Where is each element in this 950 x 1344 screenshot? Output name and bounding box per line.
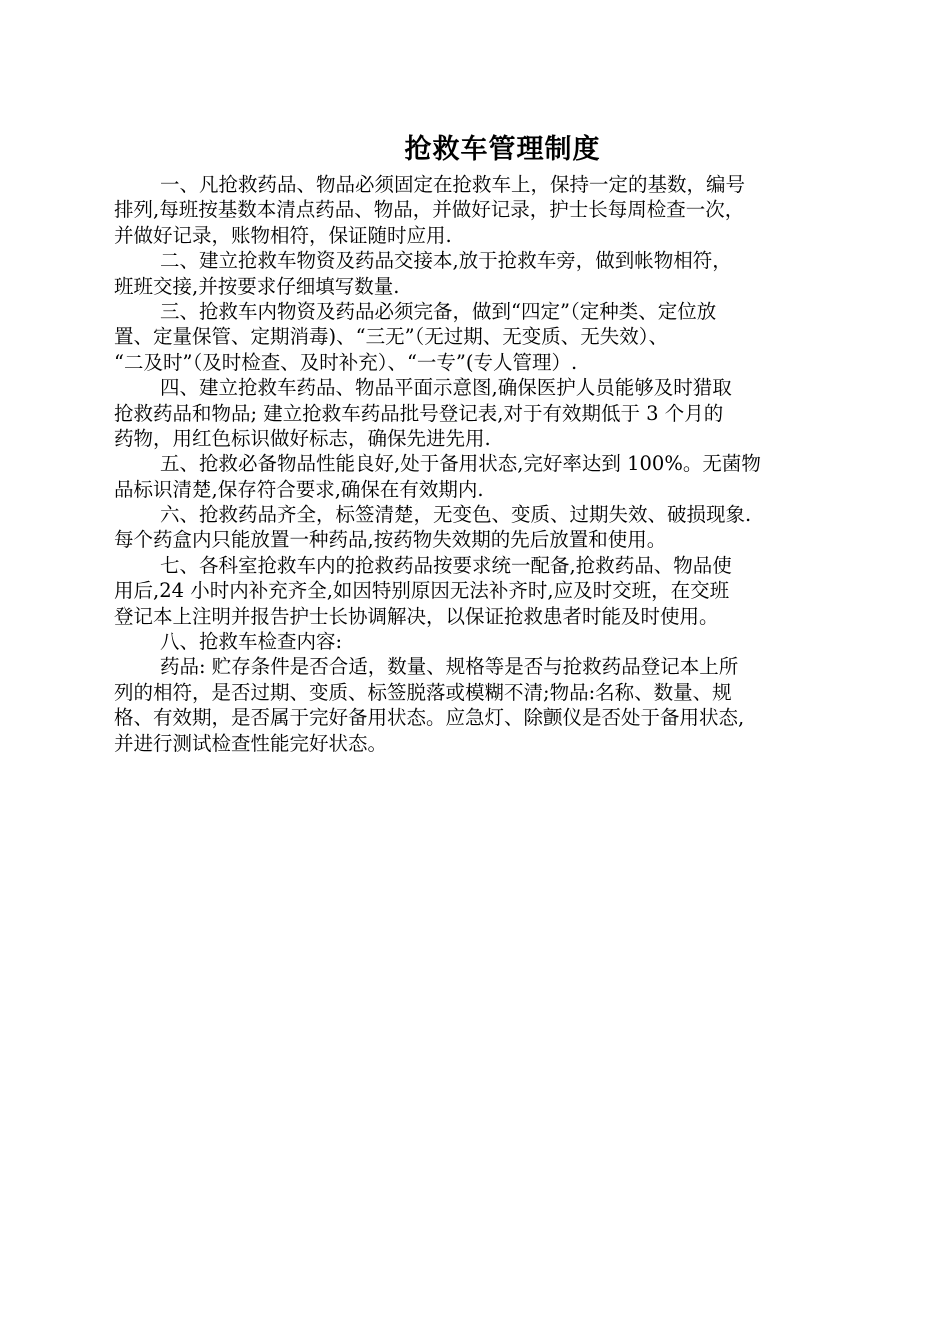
text-line: 列的相符，是否过期、变质、标签脱落或模糊不清;物品:名称、数量、规 xyxy=(114,680,732,704)
text-line: 七、各科室抢救车内的抢救药品按要求统一配备,抢救药品、物品使 xyxy=(160,553,732,577)
text-line: 抢救药品和物品; 建立抢救车药品批号登记表,对于有效期低于 3 个月的 xyxy=(114,401,724,425)
text-line: 八、抢救车检查内容: xyxy=(160,630,343,654)
text-line: 并做好记录，账物相符，保证随时应用. xyxy=(114,223,452,247)
text-line: 置、定量保管、定期消毒)、“三无”（无过期、无变质、无失效）、 xyxy=(114,325,669,349)
text-line: 登记本上注明并报告护士长协调解决，以保证抢救患者时能及时使用。 xyxy=(114,604,719,628)
text-line: “二及时”（及时检查、及时补充）、“一专”(专人管理）. xyxy=(114,350,578,374)
text-line: 三、抢救车内物资及药品必须完备，做到“四定”（定种类、定位放 xyxy=(160,299,717,323)
text-line: 四、建立抢救车药品、物品平面示意图,确保医护人员能够及时猎取 xyxy=(160,376,732,400)
text-line: 药物，用红色标识做好标志，确保先进先用. xyxy=(114,426,491,450)
text-line: 二、建立抢救车物资及药品交接本,放于抢救车旁，做到帐物相符， xyxy=(160,249,732,273)
text-line: 品标识清楚,保存符合要求,确保在有效期内. xyxy=(114,477,484,501)
text-line: 用后,24 小时内补充齐全,如因特别原因无法补齐时,应及时交班，在交班 xyxy=(114,579,730,603)
text-line: 格、有效期，是否属于完好备用状态。应急灯、除颤仪是否处于备用状态, xyxy=(114,706,745,730)
text-line: 六、抢救药品齐全，标签清楚，无变色、变质、过期失效、破损现象. xyxy=(160,503,752,527)
text-line: 一、凡抢救药品、物品必须固定在抢救车上，保持一定的基数，编号 xyxy=(160,173,746,196)
text-line: 排列,每班按基数本清点药品、物品，并做好记录，护士长每周检查一次， xyxy=(114,198,745,222)
text-line: 每个药盒内只能放置一种药品,按药物失效期的先后放置和使用。 xyxy=(114,528,667,552)
text-line: 班班交接,并按要求仔细填写数量. xyxy=(114,274,400,298)
document-title: 抢救车管理制度 xyxy=(404,134,601,165)
document-body xyxy=(114,172,838,756)
text-line: 并进行测试检查性能完好状态。 xyxy=(114,731,388,755)
text-line: 药品: 贮存条件是否合适，数量、规格等是否与抢救药品登记本上所 xyxy=(160,655,739,679)
text-line: 五、抢救必备物品性能良好,处于备用状态,完好率达到 100%。无菌物 xyxy=(160,452,761,476)
